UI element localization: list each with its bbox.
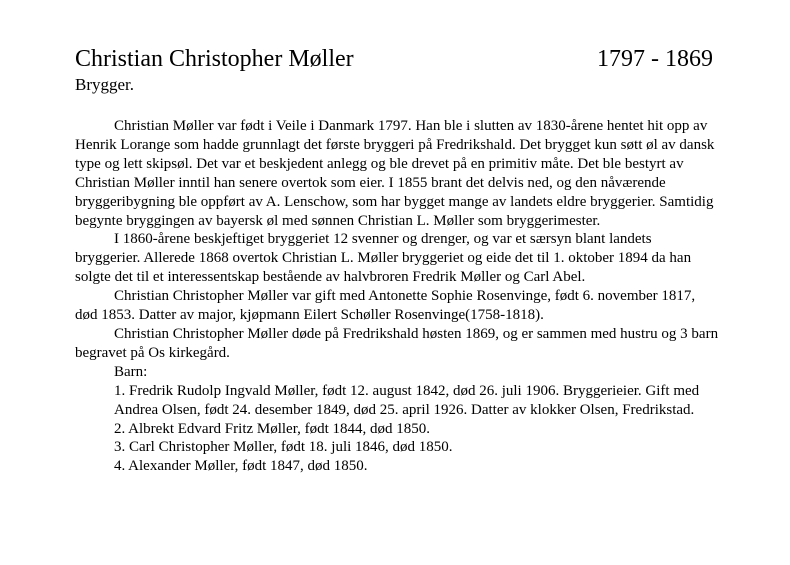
children-heading: Barn: xyxy=(114,363,148,380)
paragraph-3: Christian Christopher Møller var gift med Antonette Sophie Rosenvinge, født 6. november 1817, død 1853. Datter av major, kjøpmann Eilert Schøller Rosenvinge(1758-1818). xyxy=(75,288,696,324)
child-item: 3. Carl Christopher Møller, født 18. juli 1846, død 1850. xyxy=(114,439,453,456)
page-title: Christian Christopher Møller xyxy=(75,46,354,72)
child-item: 1. Fredrik Rudolp Ingvald Møller, født 12. august 1842, død 26. juli 1906. Bryggerieier. Gift med Andrea Olsen, født 24. desember 1849, død 25. april 1926. Datter av klokker Olsen, Fredrikstad. xyxy=(114,382,700,418)
life-years: 1797 - 1869 xyxy=(597,46,713,72)
child-item: 2. Albrekt Edvard Fritz Møller, født 1844, død 1850. xyxy=(114,420,431,437)
paragraph-4: Christian Christopher Møller døde på Fredrikshald høsten 1869, og er sammen med hustru og 3 barn begravet på Os kirkegård. xyxy=(75,325,719,361)
occupation-subtitle: Brygger. xyxy=(75,75,135,94)
paragraph-1: Christian Møller var født i Veile i Danmark 1797. Han ble i slutten av 1830-årene hentet hit opp av Henrik Lorange som hadde grunnlagt det første bryggeri på Fredrikshald. Det brygget kun søtt øl av dansk type og lett skipsøl. Det var et beskjedent anlegg og ble drevet på en primitiv måte. Det ble bestyrt av Christian Møller inntil han senere overtok som eier. I 1855 brant det delvis ned, og den nåværende bryggeribygning ble oppført av A. Lenschow, som har bygget mange av landets eldre bryggerier. Samtidig begynte bryggingen av bayersk øl med sønnen Christian L. Møller som bryggerimester. xyxy=(75,118,715,229)
paragraph-2: I 1860-årene beskjeftiget bryggeriet 12 svenner og drenger, og var et særsyn blant landets bryggerier. Allerede 1868 overtok Christian L. Møller bryggeriet og eide det til 1. oktober 1894 da han solgte det til et interessentskap bestående av halvbroren Fredrik Møller og Carl Abel. xyxy=(75,231,692,286)
biography-body xyxy=(75,117,720,476)
child-item: 4. Alexander Møller, født 1847, død 1850. xyxy=(114,458,368,475)
